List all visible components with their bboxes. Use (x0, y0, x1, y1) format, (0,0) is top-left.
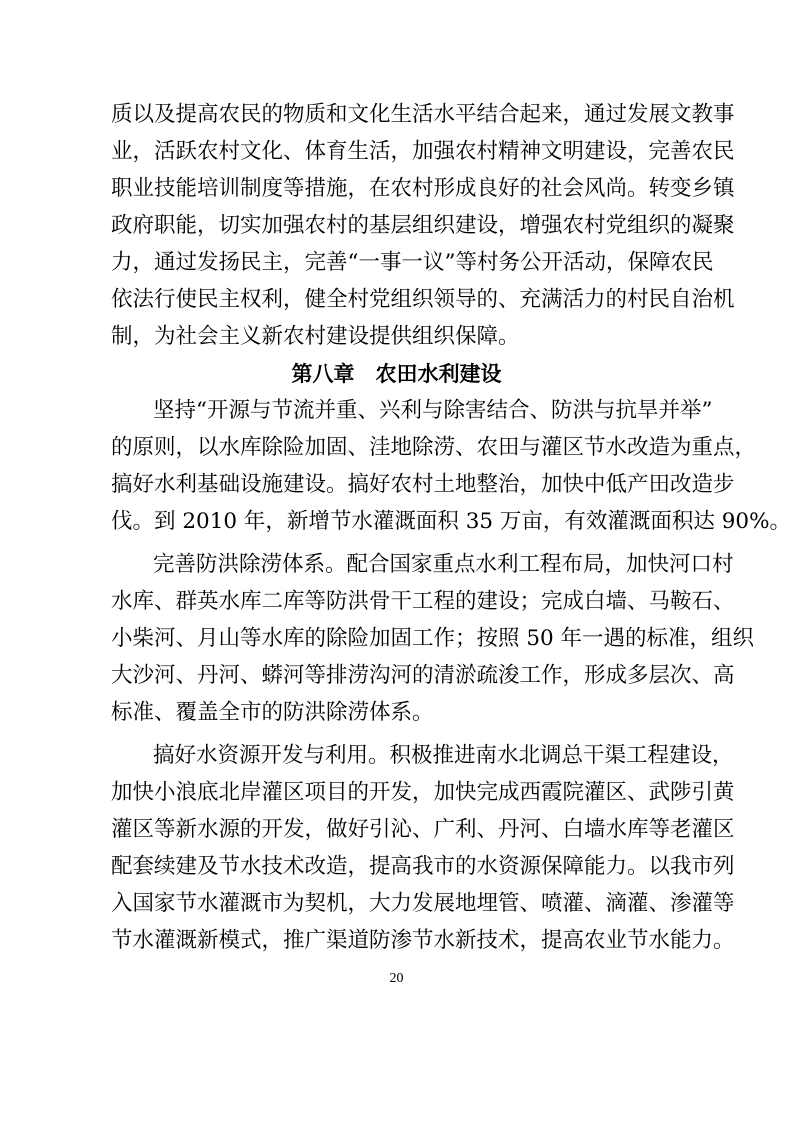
paragraph-2-line: 小柴河、月山等水库的除险加固工作；按照 50 年一遇的标准，组织 (111, 626, 755, 651)
paragraph-3-line: 灌区等新水源的开发，做好引沁、广利、丹河、白墙水库等老灌区 (111, 817, 735, 842)
paragraph-3-line: 加快小浪底北岸灌区项目的开发，加快完成西霞院灌区、武陟引黄 (111, 780, 735, 805)
paragraph-2-line: 完善防洪除涝体系。配合国家重点水利工程布局，加快河口村 (153, 552, 734, 577)
text-line: 业，活跃农村文化、体育生活，加强农村精神文明建设，完善农民 (111, 139, 735, 164)
paragraph-2-line: 标准、覆盖全市的防洪除涝体系。 (111, 700, 434, 725)
text-line: 力，通过发扬民主，完善“一事一议”等村务公开活动，保障农民 (111, 250, 714, 275)
paragraph-2-line: 水库、群英水库二库等防洪骨干工程的建设；完成白墙、马鞍石、 (111, 589, 735, 614)
paragraph-3-line: 搞好水资源开发与利用。积极推进南水北调总干渠工程建设， (153, 743, 734, 768)
text-line: 职业技能培训制度等措施，在农村形成良好的社会风尚。转变乡镇 (111, 176, 735, 201)
paragraph-1-line: 的原则，以水库除险加固、洼地除涝、农田与灌区节水改造为重点， (111, 435, 757, 460)
chapter-heading: 第八章 农田水利建设 (291, 362, 502, 386)
paragraph-1-line: 搞好水利基础设施建设。搞好农村土地整治，加快中低产田改造步 (111, 472, 735, 497)
paragraph-3-line: 节水灌溉新模式，推广渠道防渗节水新技术，提高农业节水能力。 (111, 928, 735, 953)
paragraph-1-line: 坚持“开源与节流并重、兴利与除害结合、防洪与抗旱并举” (153, 398, 713, 423)
page-number: 20 (389, 971, 404, 986)
text-line: 依法行使民主权利，健全村党组织领导的、充满活力的村民自治机 (111, 287, 735, 312)
paragraph-3-line: 入国家节水灌溉市为契机，大力发展地埋管、喷灌、滴灌、渗灌等 (111, 891, 735, 916)
text-line: 政府职能，切实加强农村的基层组织建设，增强农村党组织的凝聚 (111, 213, 735, 238)
text-line: 制，为社会主义新农村建设提供组织保障。 (111, 324, 520, 349)
paragraph-2-line: 大沙河、丹河、蟒河等排涝沟河的清淤疏浚工作，形成多层次、高 (111, 663, 735, 688)
paragraph-3-line: 配套续建及节水技术改造，提高我市的水资源保障能力。以我市列 (111, 854, 735, 879)
paragraph-1-line: 伐。到 2010 年，新增节水灌溉面积 35 万亩，有效灌溉面积达 90%。 (111, 509, 792, 534)
text-line: 质以及提高农民的物质和文化生活水平结合起来，通过发展文教事 (111, 102, 735, 127)
